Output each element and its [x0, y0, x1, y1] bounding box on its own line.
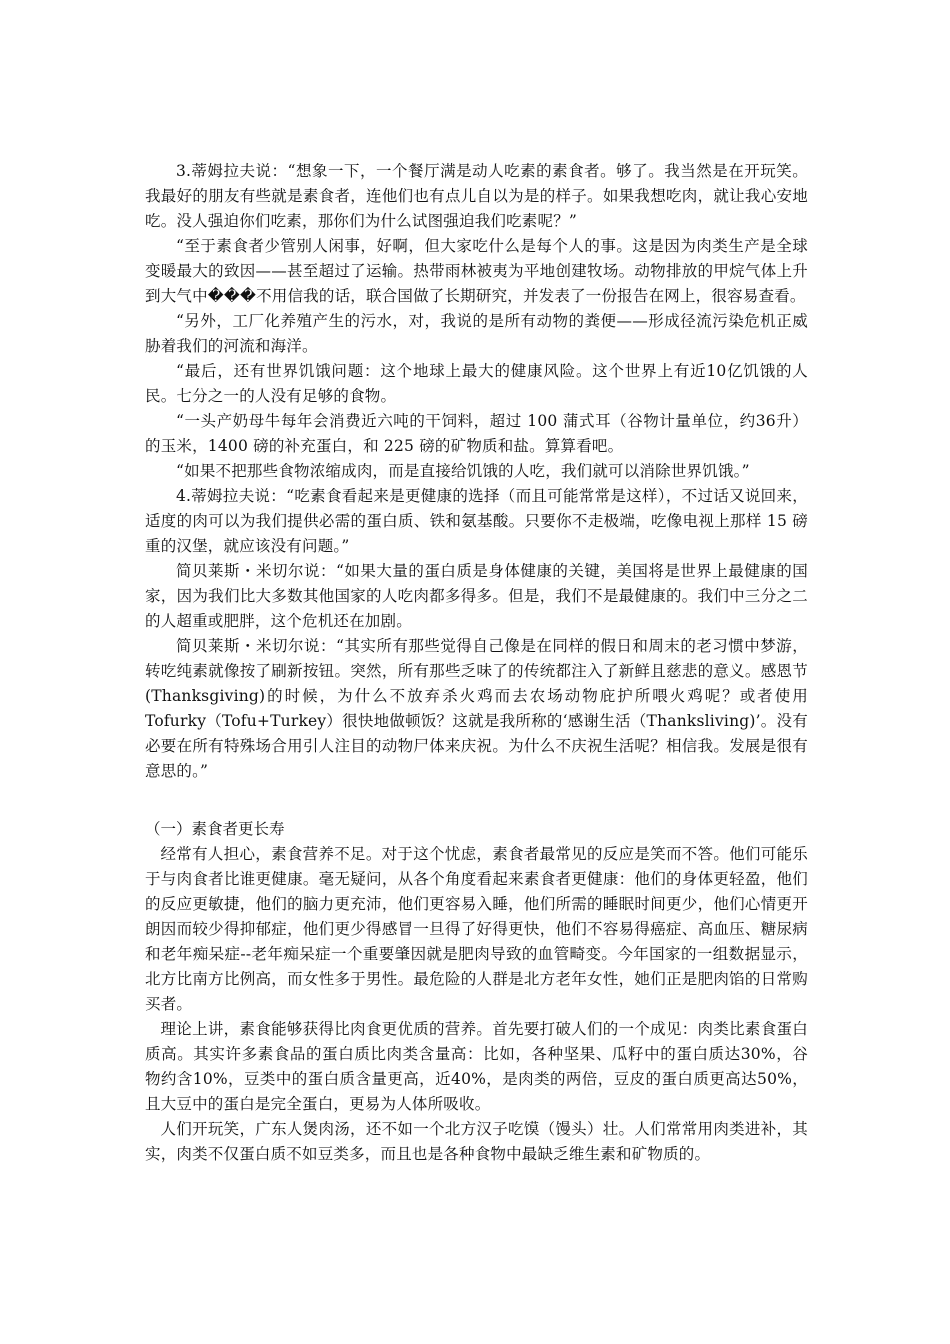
section-heading: （一）素食者更长寿: [145, 820, 285, 838]
paragraph-tim-4: 4.蒂姆拉夫说：“吃素食看起来是更健康的选择（而且可能常常是这样），不过话又说回来，适度的肉可以为我们提供必需的蛋白质、铁和氨基酸。只要你不走极端，吃像电视上那样 15 磅重的汉堡，就应该没有问题。”: [145, 487, 808, 555]
paragraph-end-hunger: “如果不把那些食物浓缩成肉，而是直接给饥饿的人吃，我们就可以消除世界饥饿。”: [176, 462, 750, 480]
paragraph-vegetarian-health: 经常有人担心，素食营养不足。对于这个忧虑，素食者最常见的反应是笑而不答。他们可能乐于与肉食者比谁更健康。毫无疑问，从各个角度看起来素食者更健康：他们的身体更轻盈，他们的反应更敏捷，他们的脑力更充沛，他们更容易入睡，他们所需的睡眠时间更少，他们心情更开朗因而较少得抑郁症，他们更少得感冒一旦得了好得更快，他们不容易得癌症、高血压、糖尿病和老年痴呆症--老年痴呆症一个重要肇因就是肥肉导致的血管畸变。今年国家的一组数据显示，北方比南方比例高，而女性多于男性。最危险的人群是北方老年女性，她们正是肥肉馅的日常购买者。: [145, 845, 808, 1013]
section-spacer: [145, 784, 808, 817]
paragraph-hunger: “最后，还有世界饥饿问题：这个地球上最大的健康风险。这个世界上有近10亿饥饿的人民。七分之一的人没有足够的食物。: [145, 362, 808, 405]
paragraph-dairy-cow: “一头产奶母牛每年会消费近六吨的干饲料，超过 100 蒲式耳（谷物计量单位，约36升）的玉米，1400 磅的补充蛋白，和 225 磅的矿物质和盐。算算看吧。: [145, 412, 808, 455]
paragraph-protein-theory: 理论上讲，素食能够获得比肉食更优质的营养。首先要打破人们的一个成见：肉类比素食蛋白质高。其实许多素食品的蛋白质比肉类含量高：比如，各种坚果、瓜籽中的蛋白质达30%，谷物约含10%，豆类中的蛋白质含量更高，近40%，是肉类的两倍，豆皮的蛋白质更高达50%，且大豆中的蛋白是完全蛋白，更易为人体所吸收。: [145, 1020, 808, 1113]
document-body: [145, 159, 808, 1167]
paragraph-rainforest: “至于素食者少管别人闲事，好啊，但大家吃什么是每个人的事。这是因为肉类生产是全球变暖最大的致因——甚至超过了运输。热带雨林被夷为平地创建牧场。动物排放的甲烷气体上升到大气中���不用信我的话，联合国做了长期研究，并发表了一份报告在网上，很容易查看。: [145, 237, 808, 305]
paragraph-cantonese-joke: 人们开玩笑，广东人煲肉汤，还不如一个北方汉子吃馍（馒头）壮。人们常常用肉类进补，其实，肉类不仅蛋白质不如豆类多，而且也是各种食物中最缺乏维生素和矿物质的。: [145, 1120, 808, 1163]
paragraph-sewage: “另外，工厂化养殖产生的污水，对，我说的是所有动物的粪便——形成径流污染危机正威胁着我们的河流和海洋。: [145, 312, 808, 355]
paragraph-mitchell-protein: 简贝莱斯・米切尔说：“如果大量的蛋白质是身体健康的关键，美国将是世界上最健康的国家，因为我们比大多数其他国家的人吃肉都多得多。但是，我们不是最健康的。我们中三分之二的人超重或肥胖，这个危机还在加剧。: [145, 562, 808, 630]
paragraph-tim-3: 3.蒂姆拉夫说：“想象一下，一个餐厅满是动人吃素的素食者。够了。我当然是在开玩笑。我最好的朋友有些就是素食者，连他们也有点儿自以为是的样子。如果我想吃肉，就让我心安地吃。没人强迫你们吃素，那你们为什么试图强迫我们吃素呢？”: [145, 162, 808, 230]
paragraph-mitchell-thanksliving: 简贝莱斯・米切尔说：“其实所有那些觉得自己像是在同样的假日和周末的老习惯中梦游，转吃纯素就像按了刷新按钮。突然，所有那些乏味了的传统都注入了新鲜且慈悲的意义。感恩节(Thanksgiving)的时候，为什么不放弃杀火鸡而去农场动物庇护所喂火鸡呢？或者使用 Tofurky（Tofu+Turkey）很快地做顿饭？这就是我所称的‘感谢生活（Thanksliving)’。没有必要在所有特殊场合用引人注目的动物尸体来庆祝。为什么不庆祝生活呢？相信我。发展是很有意思的。”: [145, 637, 808, 780]
